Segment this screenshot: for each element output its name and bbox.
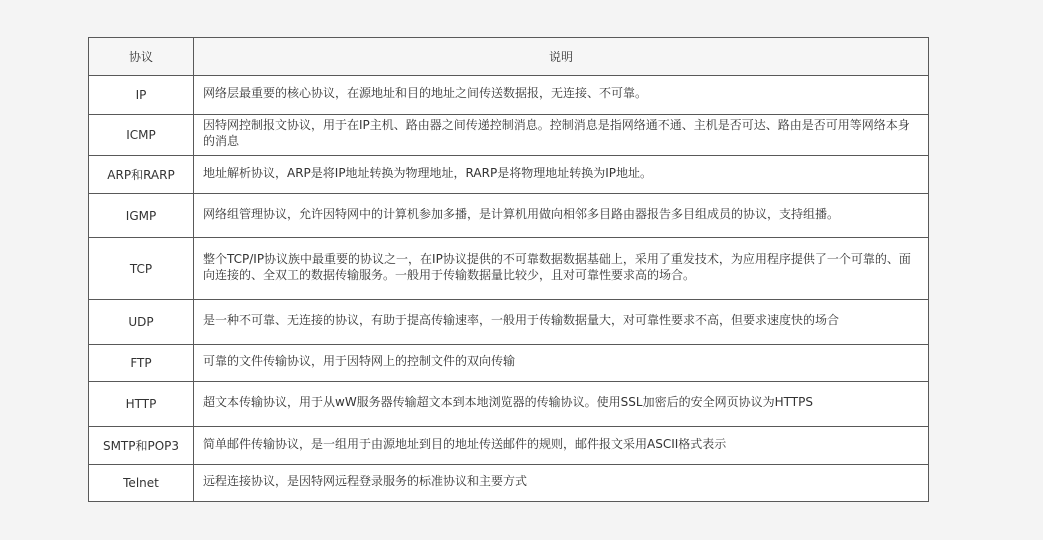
description-text: 简单邮件传输协议，是一组用于由源地址到目的地址传送邮件的规则，邮件报文采用ASCII格式表示 [203,436,727,451]
protocol-description [194,465,929,502]
table-row [89,300,929,345]
protocol-name: SMTP和POP3 [89,427,194,465]
table-row [89,465,929,502]
table-row [89,76,929,115]
description-text: 远程连接协议，是因特网远程登录服务的标准协议和主要方式 [203,474,528,488]
description-text: 网络组管理协议，允许因特网中的计算机参加多播，是计算机用做向相邻多目路由器报告多目组成员的协议，支持组播。 [203,206,840,221]
protocol-name: IGMP [89,194,194,238]
description-text: 是一种不可靠、无连接的协议，有助于提高传输速率，一般用于传输数据量大，对可靠性要求不高，但要求速度快的场合 [203,313,840,327]
protocol-table [88,37,929,502]
protocol-name: FTP [89,345,194,382]
protocol-description [194,427,929,465]
protocol-description [194,115,929,156]
protocol-name: Telnet [89,465,194,502]
protocol-name: ICMP [89,115,194,156]
protocol-description [194,382,929,427]
table-row [89,238,929,300]
table-row [89,156,929,194]
description-text: 因特网控制报文协议，用于在IP主机、路由器之间传递控制消息。控制消息是指网络通不通、主机是否可达、路由是否可用等网络本身的消息 [203,118,910,148]
table-row [89,115,929,156]
protocol-name: IP [89,76,194,115]
table-row [89,382,929,427]
protocol-description [194,76,929,115]
protocol-name: HTTP [89,382,194,427]
protocol-name: TCP [89,238,194,300]
table-row [89,345,929,382]
table-row [89,427,929,465]
protocol-description [194,300,929,345]
description-text: 超文本传输协议，用于从wW服务器传输超文本到本地浏览器的传输协议。使用SSL加密后的安全网页协议为HTTPS [203,395,813,409]
protocol-name: UDP [89,300,194,345]
protocol-description [194,345,929,382]
description-text: 网络层最重要的核心协议，在源地址和目的地址之间传送数据报，无连接、不可靠。 [203,86,648,100]
header-row [89,38,929,76]
table-row [89,194,929,238]
header-protocol: 协议 [89,38,194,76]
protocol-description [194,238,929,300]
protocol-description [194,156,929,194]
description-text: 地址解析协议，ARP是将IP地址转换为物理地址，RARP是将物理地址转换为IP地址。 [203,165,652,180]
description-text: 可靠的文件传输协议，用于因特网上的控制文件的双向传输 [203,354,516,368]
description-text: 整个TCP/IP协议族中最重要的协议之一，在IP协议提供的不可靠数据数据基础上，采用了重发技术，为应用程序提供了一个可靠的、面向连接的、全双工的数据传输服务。一般用于传输数据量比较少，且对可靠性要求高的场合。 [203,251,911,282]
protocol-description [194,194,929,238]
protocol-name: ARP和RARP [89,156,194,194]
header-description: 说明 [194,38,929,76]
